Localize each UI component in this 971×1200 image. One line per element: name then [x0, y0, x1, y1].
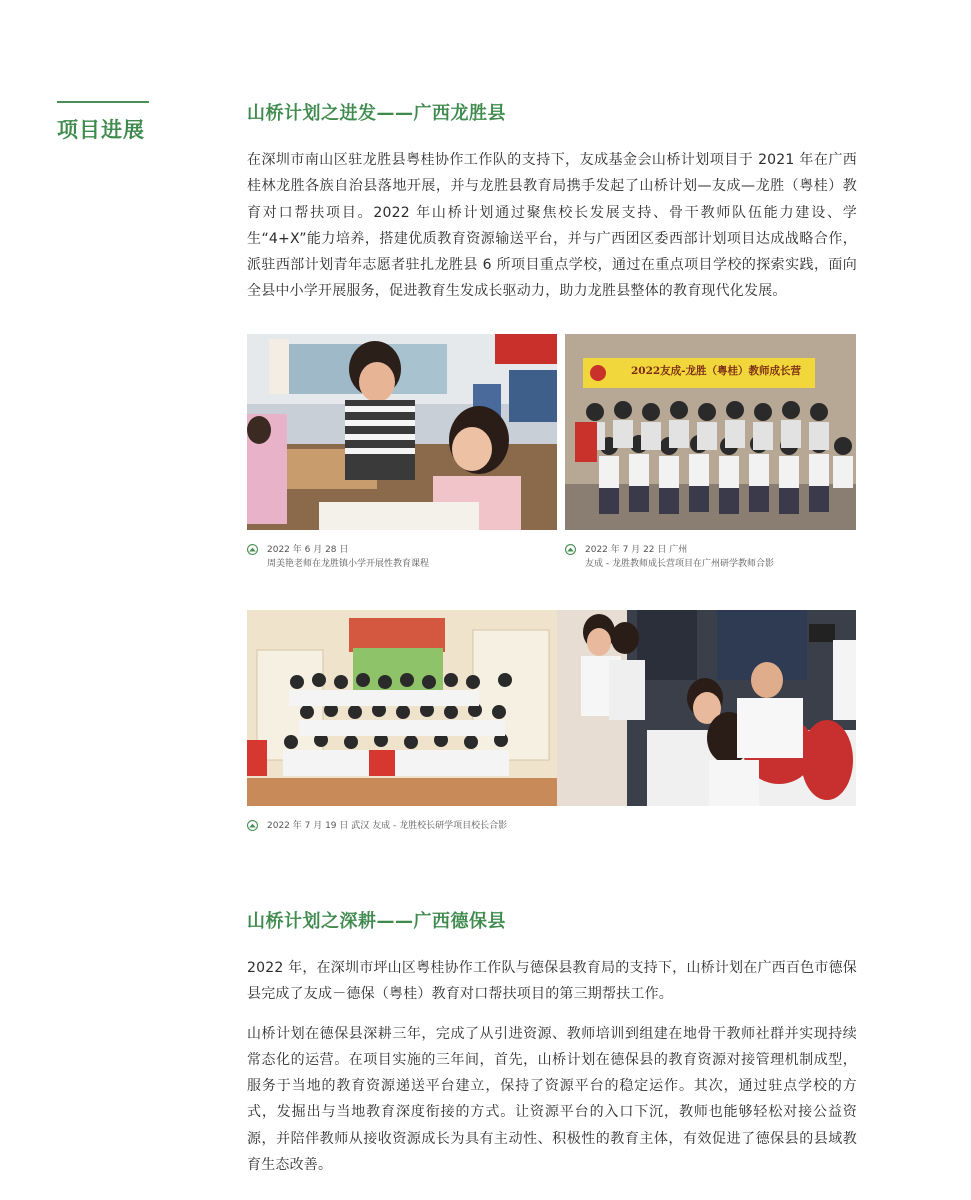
photo-caption	[247, 819, 847, 833]
section-paragraph: 在深圳市南山区驻龙胜县粤桂协作工作队的支持下，友成基金会山桥计划项目于 2021 年在广西桂林龙胜各族自治县落地开展，并与龙胜县教育局携手发起了山桥计划—友成—龙胜（粤桂）教育对口帮扶项目。2022 年山桥计划通过聚焦校长发展支持、骨干教师队伍能力建设、学生“4+X”能力培养，搭建优质教育资源输送平台，并与广西团区委西部计划项目达成战略合作，派驻西部计划青年志愿者驻扎龙胜县 6 所项目重点学校，通过在重点项目学校的探索实践，面向全县中小学开展服务，促进教育生发成长驱动力，助力龙胜县整体的教育现代化发展。	[247, 152, 857, 300]
mountain-circle-icon	[565, 544, 576, 555]
photo-teacher-camp-group	[565, 334, 856, 530]
camp-banner-text: 2022友成-龙胜（粤桂）教师成长营	[630, 365, 802, 377]
photo-classroom-lesson	[247, 334, 557, 530]
caption-date: 2022 年 6 月 28 日	[267, 545, 349, 555]
section-title: 山桥计划之深耕——广西德保县	[247, 911, 506, 932]
caption-text: 2022 年 7 月 19 日 武汉 友成 - 龙胜校长研学项目校长合影	[267, 821, 508, 831]
photo-caption	[565, 543, 856, 571]
section-longsheng	[247, 99, 857, 305]
photo-caption	[247, 543, 547, 571]
side-heading-rule	[57, 101, 149, 103]
section-title: 山桥计划之进发——广西龙胜县	[247, 103, 506, 124]
photo-principals-group	[247, 610, 856, 806]
caption-date: 2022 年 7 月 22 日 广州	[585, 545, 688, 555]
caption-description: 友成 - 龙胜教师成长营项目在广州研学教师合影	[585, 559, 774, 569]
mountain-circle-icon	[247, 820, 258, 831]
section-debao	[247, 907, 857, 1178]
mountain-circle-icon	[247, 544, 258, 555]
side-heading: 项目进展	[57, 118, 145, 142]
section-paragraph: 2022 年，在深圳市坪山区粤桂协作工作队与德保县教育局的支持下，山桥计划在广西百色市德保县完成了友成－德保（粤桂）教育对口帮扶项目的第三期帮扶工作。	[247, 960, 857, 1003]
caption-description: 周美艳老师在龙胜镇小学开展性教育课程	[267, 559, 430, 569]
section-paragraph: 山桥计划在德保县深耕三年，完成了从引进资源、教师培训到组建在地骨干教师社群并实现持续常态化的运营。在项目实施的三年间，首先，山桥计划在德保县的教育资源对接管理机制成型，服务于当地的教育资源递送平台建立，保持了资源平台的稳定运作。其次，通过驻点学校的方式，发掘出与当地教育深度衔接的方式。让资源平台的入口下沉，教师也能够轻松对接公益资源，并陪伴教师从接收资源成长为具有主动性、积极性的教育主体，有效促进了德保县的县域教育生态改善。	[247, 1025, 857, 1174]
